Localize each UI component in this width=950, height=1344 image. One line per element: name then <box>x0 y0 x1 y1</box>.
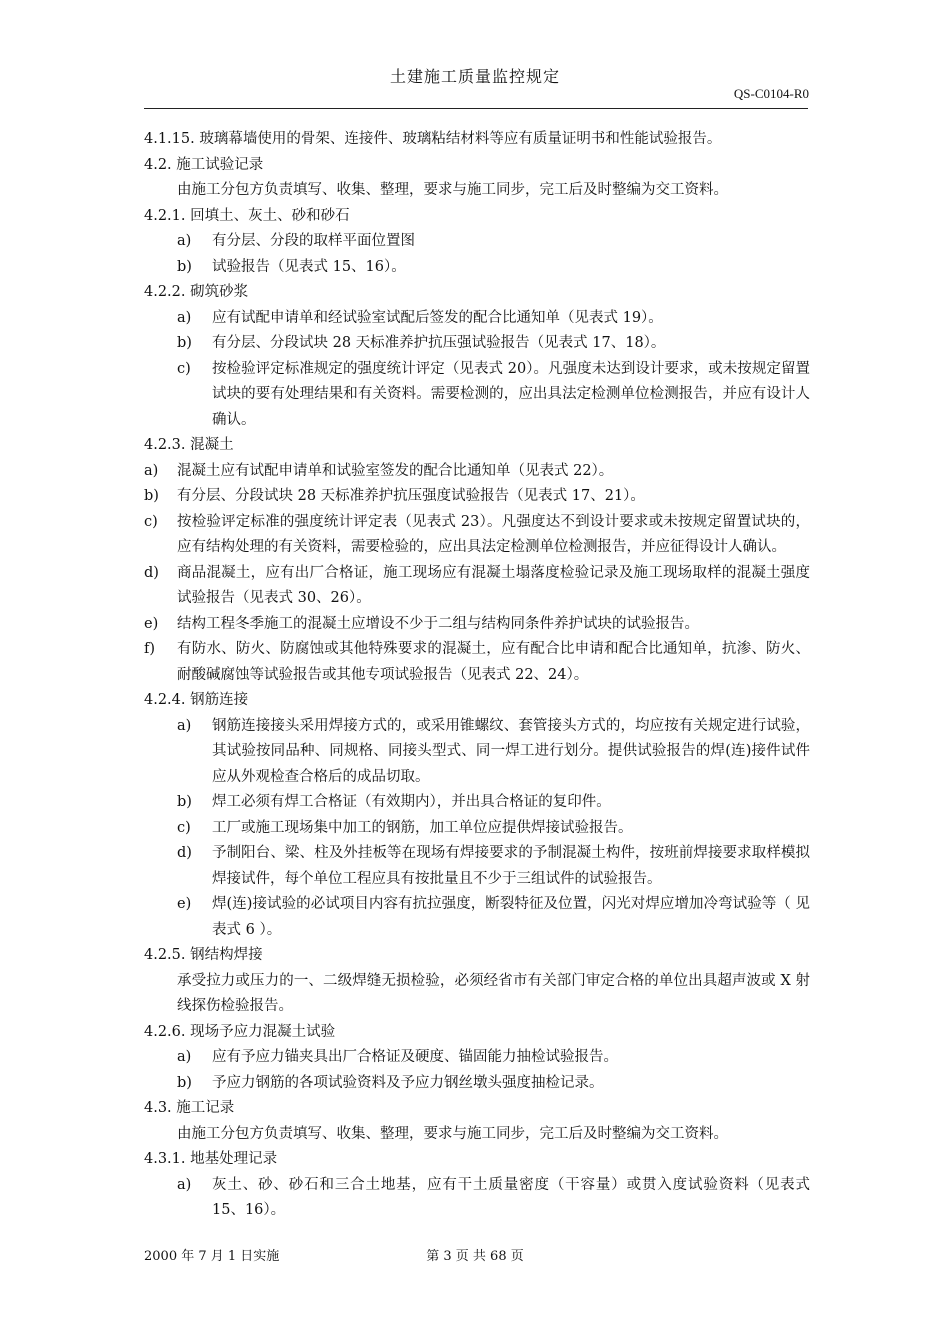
list-marker: a) <box>177 1049 192 1065</box>
list-item <box>144 612 810 638</box>
list-marker: a) <box>177 233 192 249</box>
paragraph: 由施工分包方负责填写、收集、整理，要求与施工同步，完工后及时整编为交工资料。 <box>177 182 728 198</box>
document-code: QS-C0104-R0 <box>733 86 809 101</box>
list-item-text: 应有试配申请单和经试验室试配后签发的配合比通知单（见表式 19）。 <box>212 309 663 326</box>
list-item-text: 予制阳台、梁、柱及外挂板等在现场有焊接要求的予制混凝土构件，按班前焊接要求取样模拟焊接试件，每个单位工程应具有按批量且不少于三组试件的试验报告。 <box>212 845 810 887</box>
list-item <box>144 1071 810 1097</box>
subsection-heading-4-3-1: 4.3.1. 地基处理记录 <box>144 1151 278 1167</box>
list-item <box>144 892 810 943</box>
list-item <box>144 1045 810 1071</box>
paragraph <box>144 969 810 1020</box>
clause-4-1-15: 4.1.15. 玻璃幕墙使用的骨架、连接件、玻璃粘结材料等应有质量证明书和性能试验报告。 <box>144 131 722 147</box>
list-item <box>144 637 810 688</box>
list-item-text: 按检验评定标准规定的强度统计评定（见表式 20）。凡强度未达到设计要求，或未按规定留置试块的要有处理结果和有关资料。需要检测的，应出具法定检测单位检测报告，并应有设计人确认。 <box>212 360 810 428</box>
list-item-text: 结构工程冬季施工的混凝土应增设不少于二组与结构同条件养护试块的试验报告。 <box>177 615 699 632</box>
list-item-text: 混凝土应有试配申请单和试验室签发的配合比通知单（见表式 22）。 <box>177 462 614 479</box>
list-item <box>144 459 810 485</box>
subsection-heading-4-2-5: 4.2.5. 钢结构焊接 <box>144 947 263 963</box>
list-item <box>144 816 810 842</box>
list-marker: b) <box>177 794 192 810</box>
section-heading-4-2: 4.2. 施工试验记录 <box>144 156 264 173</box>
list-item-text: 有防水、防火、防腐蚀或其他特殊要求的混凝土，应有配合比申请和配合比通知单，抗渗、防火、耐酸碱腐蚀等试验报告或其他专项试验报告（见表式 22、24）。 <box>177 641 810 683</box>
list-item <box>144 484 810 510</box>
subsection-heading-4-2-3: 4.2.3. 混凝土 <box>144 437 234 453</box>
list-item-text: 焊(连)接试验的必试项目内容有抗拉强度，断裂特征及位置，闪光对焊应增加冷弯试验等（ 见表式 6 ）。 <box>212 896 810 938</box>
paragraph: 由施工分包方负责填写、收集、整理，要求与施工同步，完工后及时整编为交工资料。 <box>177 1125 728 1142</box>
list-marker: b) <box>144 488 159 504</box>
list-item <box>144 1173 810 1224</box>
list-marker: c) <box>144 513 158 530</box>
list-marker: d) <box>177 845 192 861</box>
list-item-text: 工厂或施工现场集中加工的钢筋，加工单位应提供焊接试验报告。 <box>212 819 633 836</box>
list-item <box>144 841 810 892</box>
subsection-heading-4-2-4: 4.2.4. 钢筋连接 <box>144 692 249 708</box>
subsection-heading-4-2-1: 4.2.1. 回填土、灰土、砂和砂石 <box>144 207 350 224</box>
list-item <box>144 306 810 332</box>
list-marker: a) <box>177 309 192 326</box>
header-divider <box>144 108 808 109</box>
list-item-text: 有分层、分段的取样平面位置图 <box>212 233 415 249</box>
list-marker: a) <box>144 462 159 479</box>
paragraph-text: 承受拉力或压力的一、二级焊缝无损检验，必须经省市有关部门审定合格的单位出具超声波或 X 射线探伤检验报告。 <box>177 972 810 1014</box>
list-marker: b) <box>177 335 192 351</box>
subsection-heading-4-2-6: 4.2.6. 现场予应力混凝土试验 <box>144 1023 336 1040</box>
list-item-text: 灰土、砂、砂石和三合土地基，应有干土质量密度（干容量）或贯入度试验资料（见表式 15、16）。 <box>212 1176 810 1218</box>
list-item <box>144 790 810 816</box>
list-item <box>144 229 810 255</box>
list-marker: a) <box>177 717 192 734</box>
list-item <box>144 255 810 281</box>
list-item-text: 钢筋连接接头采用焊接方式的，或采用锥螺纹、套管接头方式的，均应按有关规定进行试验，其试验按同品种、同规格、同接头型式、同一焊工进行划分。提供试验报告的焊(连)接件试件应从外观检查合格后的成品切取。 <box>212 717 810 785</box>
list-item-text: 按检验评定标准的强度统计评定表（见表式 23）。凡强度达不到设计要求或未按规定留置试块的，应有结构处理的有关资料，需要检验的，应出具法定检测单位检测报告，并应征得设计人确认。 <box>177 513 810 555</box>
list-item-text: 商品混凝土，应有出厂合格证，施工现场应有混凝土塌落度检验记录及施工现场取样的混凝土强度试验报告（见表式 30、26）。 <box>177 564 810 606</box>
list-marker: e) <box>144 615 159 632</box>
list-marker: b) <box>177 1074 192 1091</box>
list-item-text: 予应力钢筋的各项试验资料及予应力钢丝墩头强度抽检记录。 <box>212 1074 604 1091</box>
subsection-heading-4-2-2: 4.2.2. 砌筑砂浆 <box>144 284 249 300</box>
list-marker: d) <box>144 564 159 581</box>
section-heading-4-3: 4.3. 施工记录 <box>144 1100 235 1116</box>
list-item <box>144 714 810 791</box>
list-item <box>144 331 810 357</box>
document-body <box>144 127 810 1224</box>
list-marker: c) <box>177 819 191 836</box>
list-item-text: 有分层、分段试块 28 天标准养护抗压强度试验报告（见表式 17、21）。 <box>177 488 645 504</box>
page-header-title: 土建施工质量监控规定 <box>389 67 560 86</box>
list-item <box>144 357 810 434</box>
effective-date: 2000 年 7 月 1 日实施 <box>144 1249 280 1264</box>
list-marker: a) <box>177 1176 192 1193</box>
list-marker: f) <box>144 641 156 657</box>
list-item <box>144 510 810 561</box>
list-item-text: 有分层、分段试块 28 天标准养护抗压强试验报告（见表式 17、18）。 <box>212 335 666 351</box>
page-number: 第 3 页 共 68 页 <box>426 1249 524 1264</box>
list-marker: b) <box>177 258 192 275</box>
list-item-text: 应有予应力锚夹具出厂合格证及硬度、锚固能力抽检试验报告。 <box>212 1049 618 1065</box>
list-marker: c) <box>177 360 191 377</box>
list-item-text: 试验报告（见表式 15、16）。 <box>212 258 406 275</box>
list-marker: e) <box>177 896 192 912</box>
list-item-text: 焊工必须有焊工合格证（有效期内），并出具合格证的复印件。 <box>212 794 611 810</box>
list-item <box>144 561 810 612</box>
